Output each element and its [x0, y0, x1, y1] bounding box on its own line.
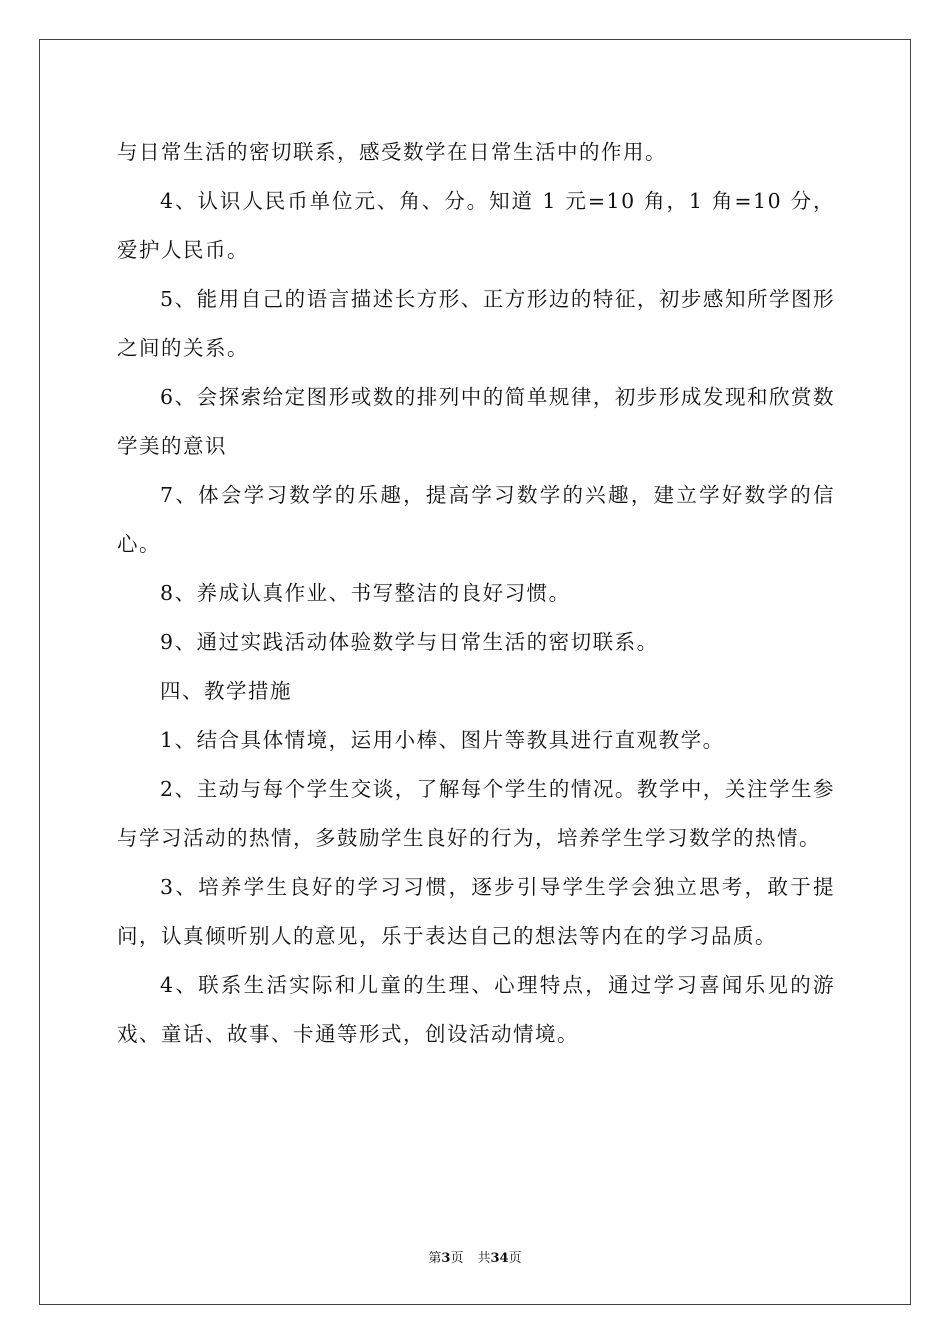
- paragraph-measure-4: 4、联系生活实际和儿童的生理、心理特点，通过学习喜闻乐见的游戏、童话、故事、卡通等形式，创设活动情境。: [117, 973, 835, 1046]
- paragraph-goal-8: 8、养成认真作业、书写整洁的良好习惯。: [160, 581, 571, 605]
- paragraph-goal-6: 6、会探索给定图形或数的排列中的简单规律，初步形成发现和欣赏数学美的意识: [117, 385, 835, 458]
- paragraph-measure-1: 1、结合具体情境，运用小棒、图片等教具进行直观教学。: [160, 728, 725, 752]
- footer-total-suffix: 页: [508, 1251, 522, 1266]
- section-heading: 四、教学措施: [160, 679, 293, 703]
- paragraph-goal-5: 5、能用自己的语言描述长方形、正方形边的特征，初步感知所学图形之间的关系。: [117, 287, 835, 360]
- page-footer: [0, 1247, 950, 1266]
- paragraph-continuation: 与日常生活的密切联系，感受数学在日常生活中的作用。: [117, 140, 667, 164]
- document-body: [117, 128, 835, 1059]
- footer-page-number: 3: [441, 1251, 451, 1266]
- footer-total-pages: 34: [490, 1251, 509, 1266]
- footer-page-suffix: 页: [450, 1251, 464, 1266]
- paragraph-goal-7: 7、体会学习数学的乐趣，提高学习数学的兴趣，建立学好数学的信心。: [117, 483, 835, 556]
- paragraph-goal-9: 9、通过实践活动体验数学与日常生活的密切联系。: [160, 630, 659, 654]
- footer-page-prefix: 第: [428, 1251, 442, 1266]
- paragraph-goal-4: 4、认识人民币单位元、角、分。知道 1 元=10 角，1 角=10 分，爱护人民币。: [117, 189, 835, 262]
- paragraph-measure-3: 3、培养学生良好的学习习惯，逐步引导学生学会独立思考，敢于提问，认真倾听别人的意见，乐于表达自己的想法等内在的学习品质。: [117, 875, 835, 948]
- paragraph-measure-2: 2、主动与每个学生交谈，了解每个学生的情况。教学中，关注学生参与学习活动的热情，多鼓励学生良好的行为，培养学生学习数学的热情。: [117, 777, 835, 850]
- footer-total-prefix: 共: [477, 1251, 491, 1266]
